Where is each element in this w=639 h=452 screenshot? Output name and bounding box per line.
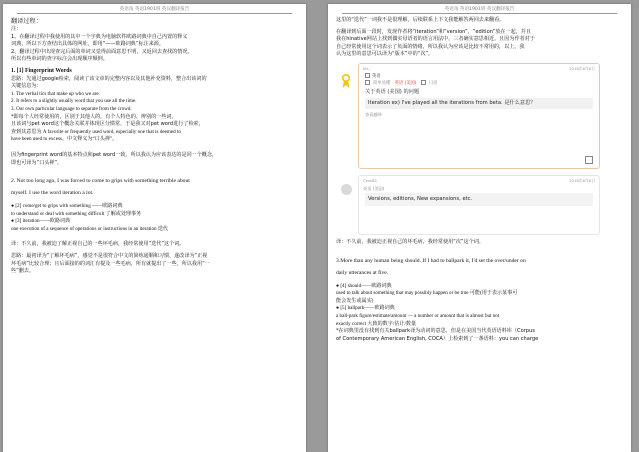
body-line: *即每个人经常使用的，区别于其他人的，有个人特色的、辨别的一些词。: [11, 113, 177, 120]
body-line: 思路：先通过google检索，阅读了该文章的完整内容以及其他补充资料，整合出该词的: [11, 75, 207, 82]
answer-card: [358, 175, 600, 235]
source-sentence: 2. Not too long ago, I was forced to come to grips with something terrible about: [11, 178, 190, 185]
question-bubble: [365, 98, 593, 110]
body-line: 些”删去。: [11, 268, 35, 275]
definition-line: used to talk about something that may possibly happen or be true 可能(用于表示某事可: [336, 290, 518, 297]
answer-text: Versions, editions, New expansions, etc.: [365, 193, 593, 207]
see-translation-link[interactable]: 查看翻译: [365, 112, 382, 118]
bullet-item: ● [3] iteration——欧路词典: [11, 218, 71, 225]
body-line: 我在hinative网站上找到偶实母语者的语言用法中，三者确实意思相近。且因为作者对于: [336, 36, 535, 43]
lang-label: 英语: [372, 73, 381, 79]
body-line: 因为fingerprint word的基本特点和pet word一致，所以我认为应该表达的是同一个概念，: [11, 151, 218, 158]
avatar-icon: [341, 184, 352, 195]
definition-line: 能会发生或属实): [336, 297, 374, 304]
body-line: of Contemporary American English, COCA）上检索到了一条语料：you can charge: [336, 335, 539, 342]
translation-line: 译：不久前，我被迫正视自己的坏毛病，我经常使用“次”这个词。: [336, 238, 484, 245]
note-line: 所以有些单词的查字标注会出现顺序颠倒。: [11, 56, 108, 63]
body-line: 即也可译为“口头禅”。: [11, 159, 63, 166]
note-line: 2、翻译过程中出现查完后面的单词又觉得前面意思不明，又返回去查找的情况，: [11, 48, 193, 55]
question-heading: 关于英语 (美国) 的问题: [365, 88, 420, 95]
checkbox-icon: [421, 80, 426, 85]
body-line: have been used to excess。中文释义为“口头禅”。: [11, 136, 118, 143]
source-sentence: 3.More than any human being should. If I had to ballpark it, I'd set the over/under on: [336, 257, 526, 264]
card-username[interactable]: ktf...: [363, 65, 372, 71]
bullet-item: ● [4] should——欧路词典: [336, 282, 392, 289]
section-title: 翻译过程：: [11, 18, 42, 25]
page-header: 英语角 英语1901班 英汉翻译报告: [342, 6, 617, 14]
body-line: 认为这里的意思可以译为“版本”中的“次”。: [336, 51, 434, 58]
note-label: 注：: [11, 26, 22, 32]
page-header: 英语角 英语1901班 英汉翻译报告: [17, 6, 292, 14]
definition-line: one execution of a sequence of operations or instructions in an iteration 迭代: [11, 225, 169, 232]
document-page-right: [328, 4, 631, 452]
bullet-item: ● [2] come/get to grips with something ——欧路词典: [11, 203, 123, 210]
note-line: 1、在翻译过程中我使用的其中一个字典为电脑软件欧路词典中自己内置的释义: [11, 33, 188, 40]
card-date: 2018年8月8日: [569, 65, 595, 71]
source-sentence: myself. I use the word iteration a lot.: [11, 190, 94, 197]
bullet-item: ● [5] ballpark——欧路词典: [336, 305, 395, 312]
body-line: 查到其意思为 A favorite or frequently used word, especially one that is deemed to: [11, 128, 181, 135]
body-line: 坏毛病”比较合理；且后面接的的词汇有提及一些毛病，所有就提出了一些，所以我用“一: [11, 260, 210, 267]
body-line: 1. The verbal tics that make up who we are.: [11, 90, 100, 97]
lang-tag: 日语: [428, 81, 438, 87]
definition-line: exactly correct 大致的数字/估计/数量: [336, 320, 417, 327]
body-line: *在词典里没有找到有关ballpark译为动词的意思，但是在美国当代英语语料库（Corpus: [336, 328, 535, 335]
note-line: 词典，所以下方查结出具体的网址，即用“——欧路词典”标注来源。: [11, 41, 164, 48]
body-line: 3. Our own particular language to separate from the crowd.: [11, 105, 132, 112]
body-line: 在翻译到后面一段时，发现作者将“iteration”和“version”，“edition”放在一起，并且: [336, 28, 531, 35]
checkbox-icon[interactable]: [585, 156, 593, 164]
card-date: 2018年8月8日: [569, 177, 595, 183]
body-line: 思路：最初译为“了解坏毛病”，感觉不是很符合中文的简练通顺和习惯，遂改译为“正视: [11, 253, 208, 260]
checkbox-icon: [365, 80, 370, 85]
lang-tag: 简单易懂: [373, 81, 391, 87]
body-line: 且该词与pet word这个概念关联并体现区分惯常，于是我又对pet word进行了检索，: [11, 121, 204, 128]
source-sentence: daily utterances at five.: [336, 269, 389, 276]
flag-icon: [365, 73, 370, 78]
page-content: [11, 17, 298, 276]
translation-line: 译：不久前，我被迫了解正视自己的一些坏毛病，我经常使用“迭代”这个词。: [11, 241, 185, 248]
definition-line: a ball-park figure/estimate/amount — a number or amount that is almost but not: [336, 312, 500, 319]
body-line: 关键信息为：: [11, 83, 42, 90]
question-card: [358, 63, 600, 169]
ribbon-icon: [341, 74, 351, 90]
answer-lang: 英语 (美国): [363, 185, 385, 191]
body-line: 2. It refers to a slightly usually word that you use all the time.: [11, 98, 137, 105]
heading-1: 1. [1] Fingerprint Words: [11, 67, 72, 74]
card-username[interactable]: Cess85: [363, 177, 377, 183]
definition-line: to understand or deal with something difficult 了解或处理事务: [11, 210, 142, 217]
question-text: Iteration ex) I've played all the iterations from beta. 是什么意思？: [368, 99, 536, 106]
body-line: 这里的“迭代”一词我不是很理解，后续联系上下文我能解答两回去来翻看。: [336, 17, 505, 23]
body-line: 自己经常使用这个词表示了负面的情绪，所以我认为应该是比较不常用的，以上，我: [336, 43, 525, 50]
lang-tag: 英语 (美国): [394, 81, 417, 87]
page-content: [336, 17, 623, 343]
document-page-left: [3, 4, 306, 452]
